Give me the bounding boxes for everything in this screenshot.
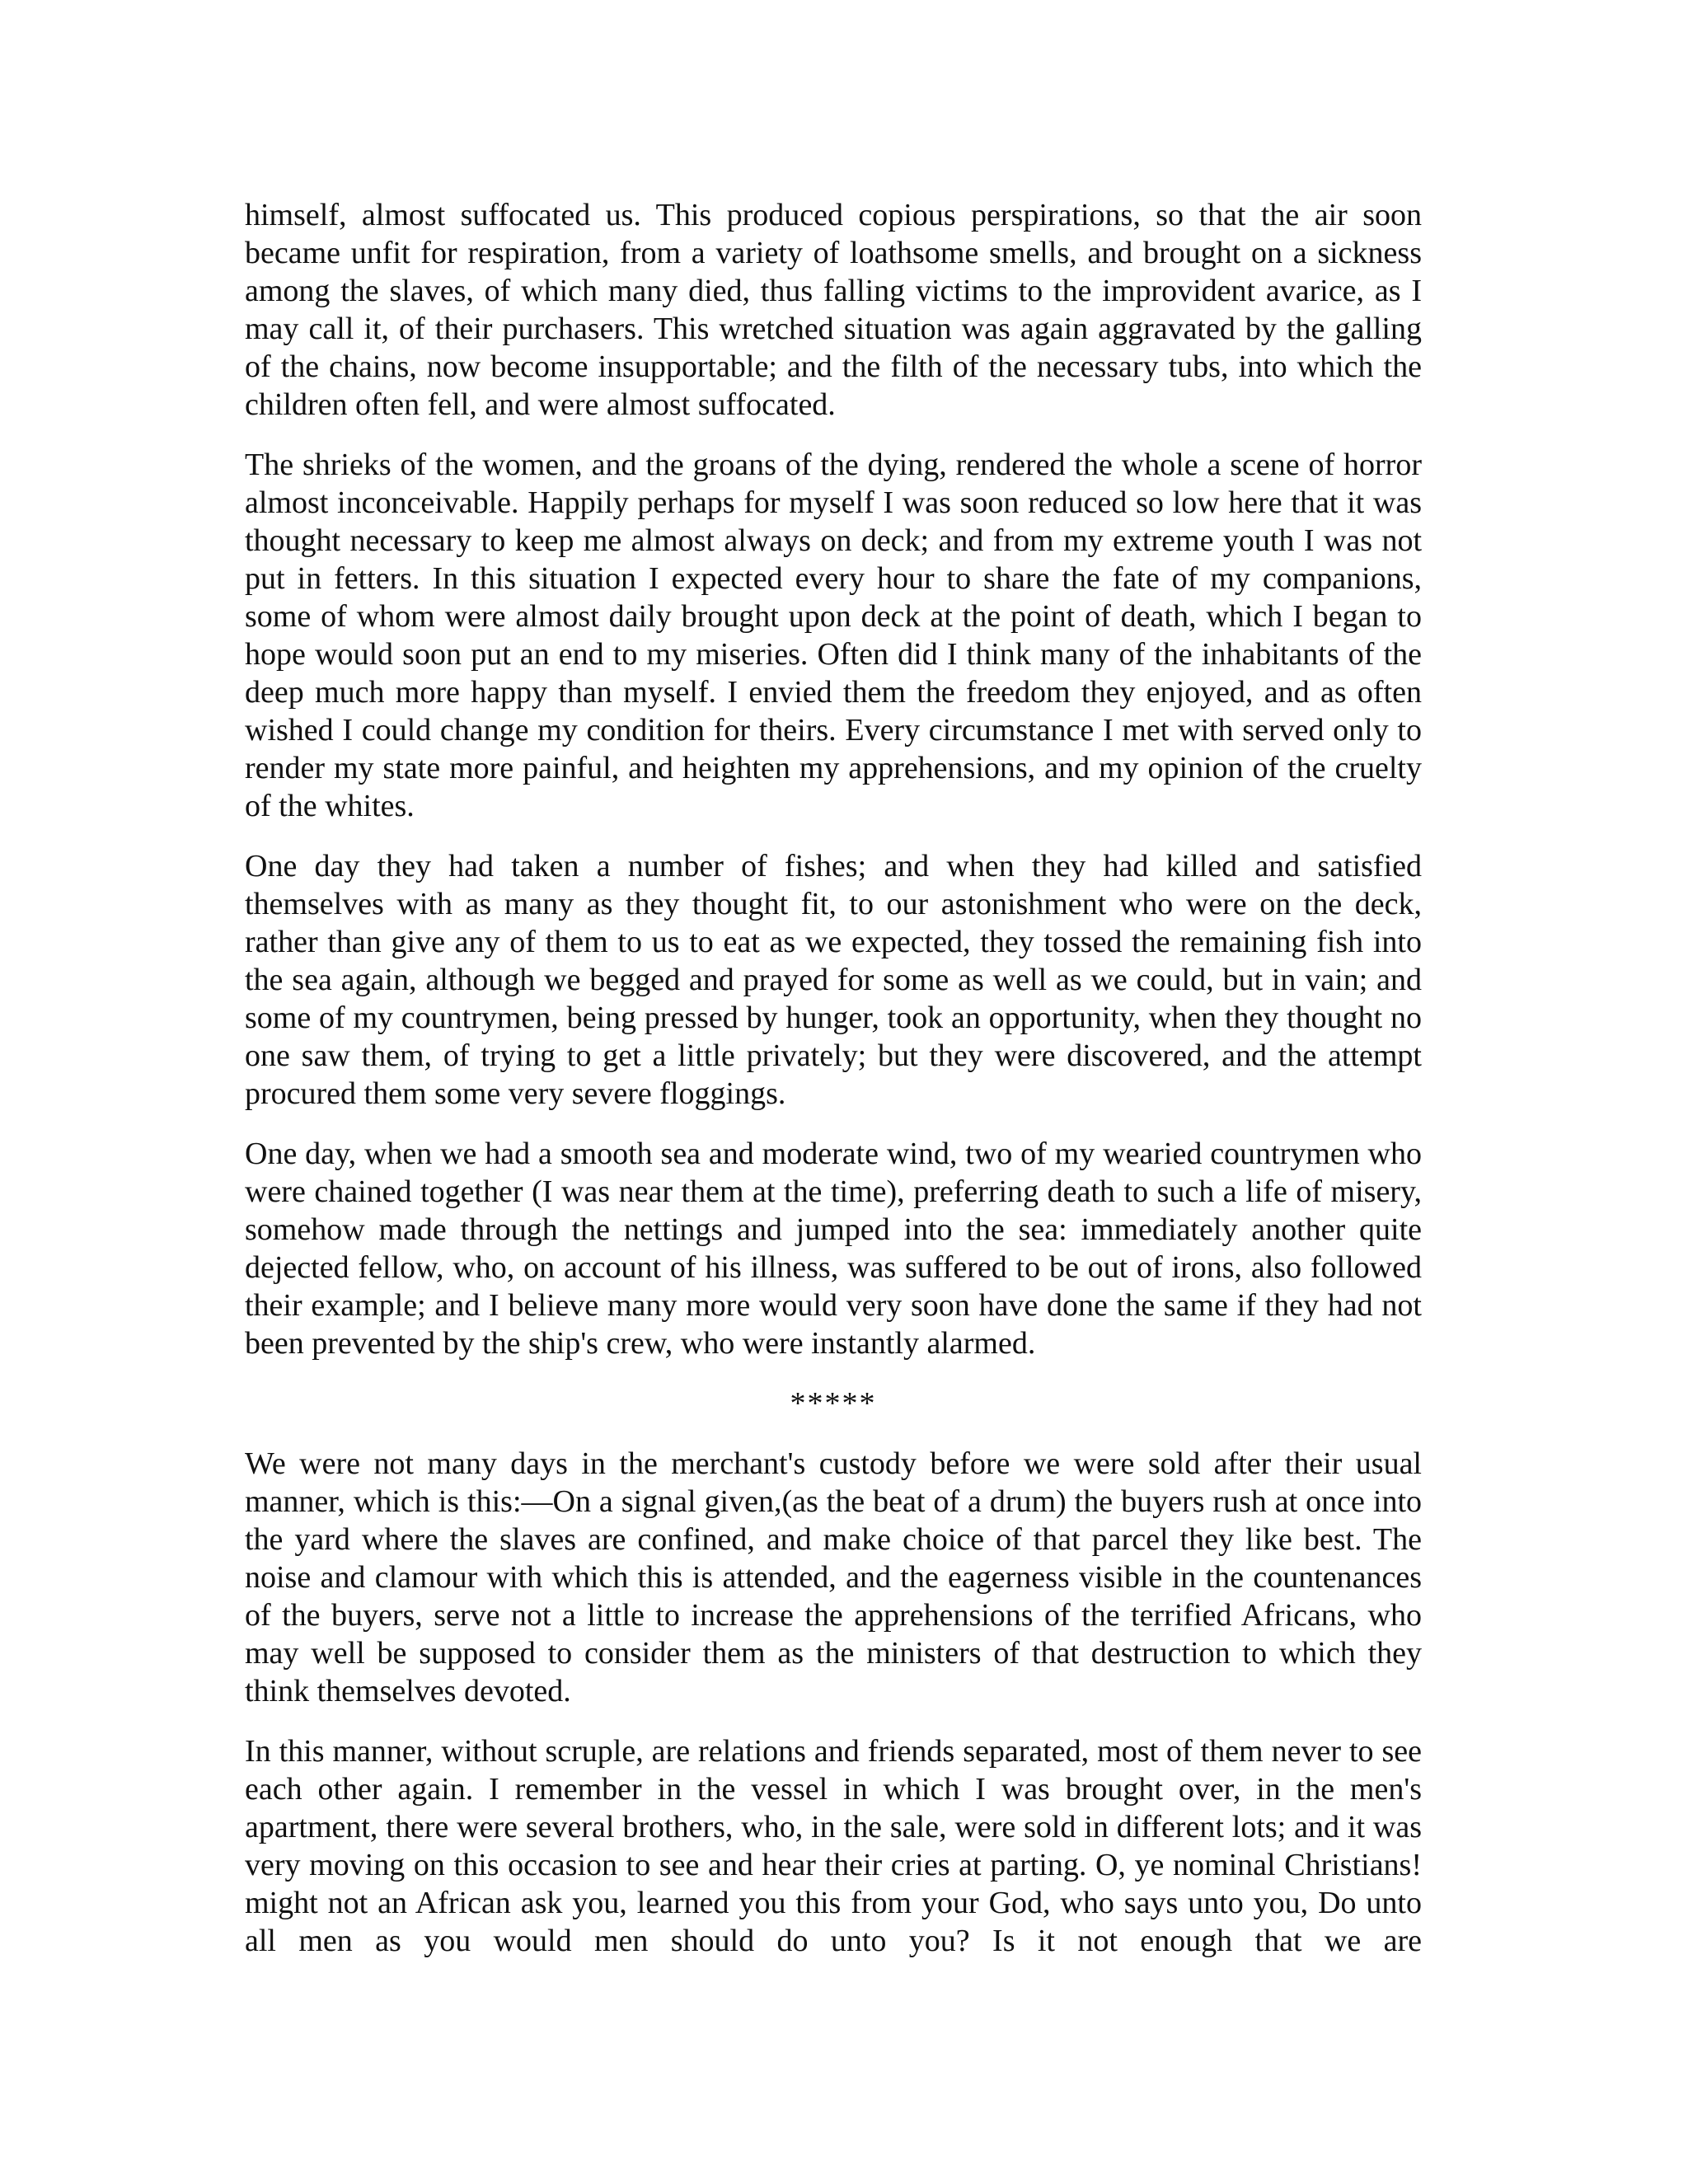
document-page bbox=[245, 196, 1422, 1982]
paragraph-6: In this manner, without scruple, are relations and friends separated, most of them never to see each other again. I remember in the vessel in which I was brought over, in the men's apartment, there were several brothers, who, in the sale, were sold in different lots; and it was very moving on this occasion to see and hear their cries at parting. O, ye nominal Christians! might not an African ask you, learned you this from your God, who says unto you, Do unto all men as you would men should do unto you? Is it not enough that we are bbox=[245, 1734, 1422, 1958]
paragraph-5: We were not many days in the merchant's custody before we were sold after their usual manner, which is this:—On a signal given,(as the beat of a drum) the buyers rush at once into the yard where the slaves are confined, and make choice of that parcel they like best. The noise and clamour with which this is attended, and the eagerness visible in the countenances of the buyers, serve not a little to increase the apprehensions of the terrified Africans, who may well be supposed to consider them as the ministers of that destruction to which they think themselves devoted. bbox=[245, 1446, 1422, 1708]
section-divider: ***** bbox=[790, 1386, 877, 1421]
paragraph-4: One day, when we had a smooth sea and moderate wind, two of my wearied countrymen who were chained together (I was near them at the time), preferring death to such a life of misery, somehow made through the nettings and jumped into the sea: immediately another quite dejected fellow, who, on account of his illness, was suffered to be out of irons, also followed their example; and I believe many more would very soon have done the same if they had not been prevented by the ship's crew, who were instantly alarmed. bbox=[245, 1137, 1422, 1361]
paragraph-1: himself, almost suffocated us. This produced copious perspirations, so that the air soon became unfit for respiration, from a variety of loathsome smells, and brought on a sickness among the slaves, of which many died, thus falling victims to the improvident avarice, as I may call it, of their purchasers. This wretched situation was again aggravated by the galling of the chains, now become insupportable; and the filth of the necessary tubs, into which the children often fell, and were almost suffocated. bbox=[245, 198, 1422, 422]
paragraph-2: The shrieks of the women, and the groans of the dying, rendered the whole a scene of horror almost inconceivable. Happily perhaps for myself I was soon reduced so low here that it was thought necessary to keep me almost always on deck; and from my extreme youth I was not put in fetters. In this situation I expected every hour to share the fate of my companions, some of whom were almost daily brought upon deck at the point of death, which I began to hope would soon put an end to my miseries. Often did I think many of the inhabitants of the deep much more happy than myself. I envied them the freedom they enjoyed, and as often wished I could change my condition for theirs. Every circumstance I met with served only to render my state more painful, and heighten my apprehensions, and my opinion of the cruelty of the whites. bbox=[245, 448, 1422, 823]
paragraph-3: One day they had taken a number of fishes; and when they had killed and satisfied themselves with as many as they thought fit, to our astonishment who were on the deck, rather than give any of them to us to eat as we expected, they tossed the remaining fish into the sea again, although we begged and prayed for some as well as we could, but in vain; and some of my countrymen, being pressed by hunger, took an opportunity, when they thought no one saw them, of trying to get a little privately; but they were discovered, and the attempt procured them some very severe floggings. bbox=[245, 849, 1422, 1111]
